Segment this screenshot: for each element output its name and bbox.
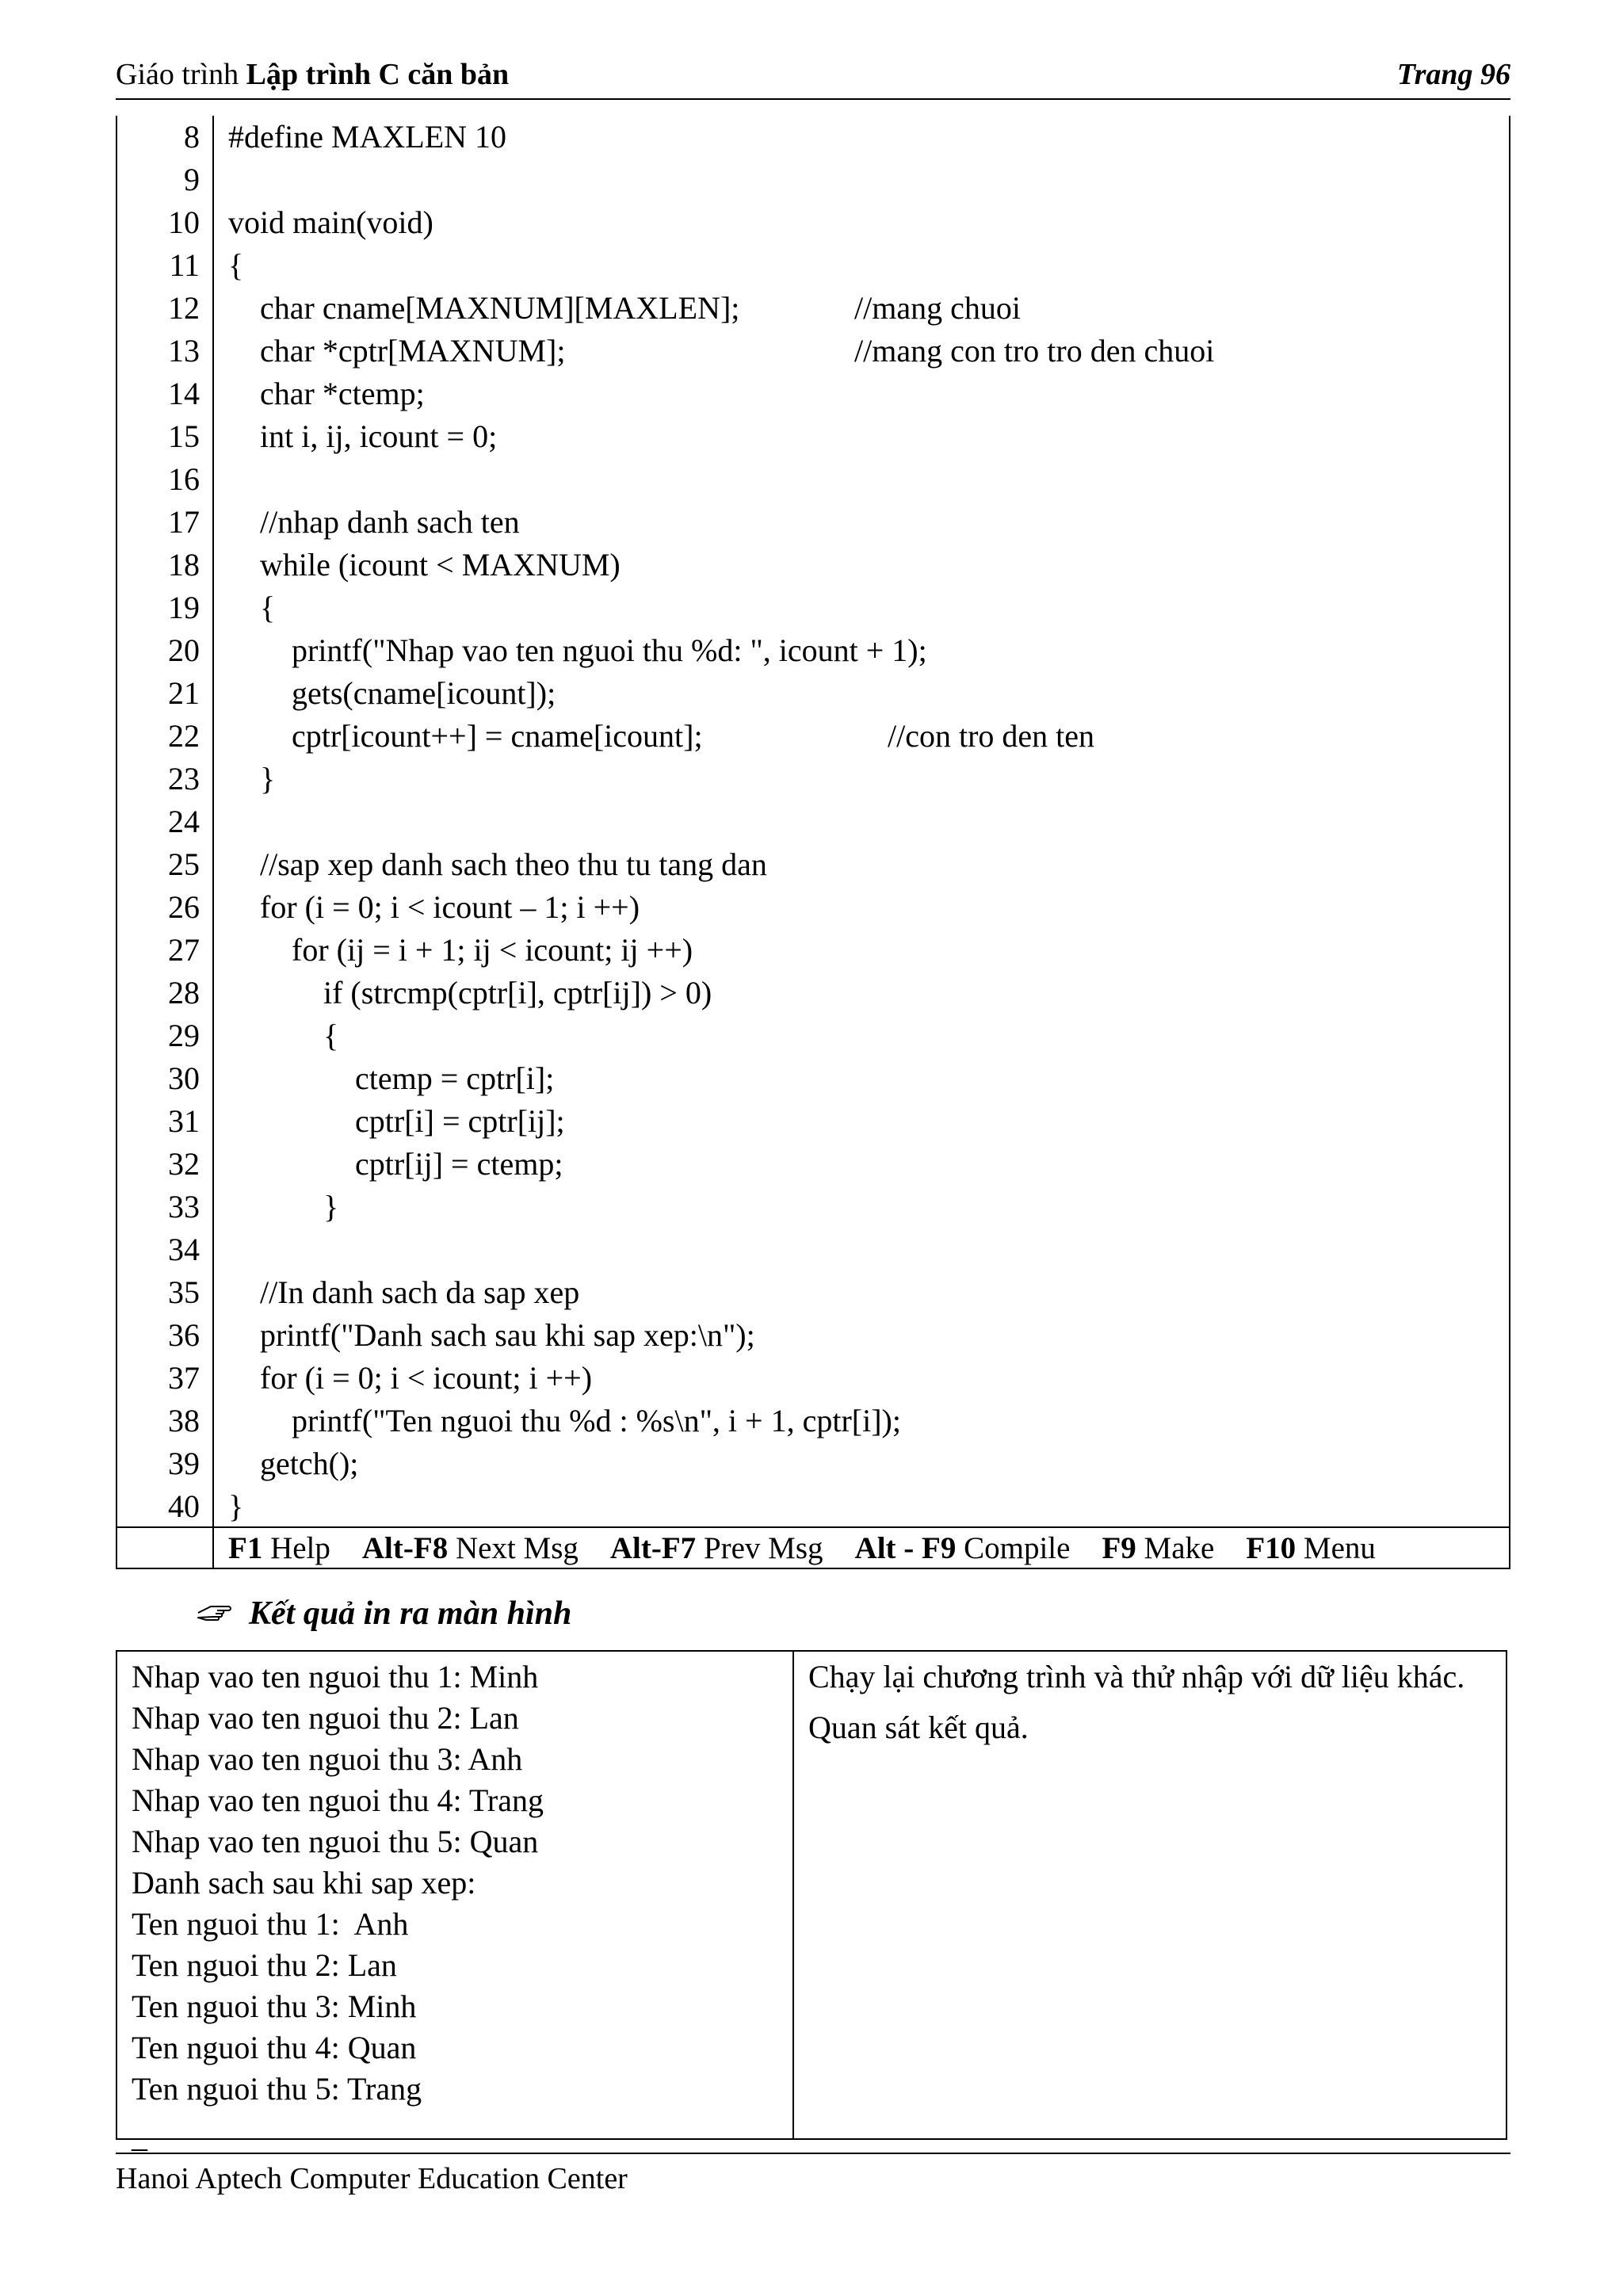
- book-title: [116, 51, 509, 98]
- line-number: 20: [168, 632, 200, 668]
- instructions-cell: [808, 1656, 1490, 1758]
- code-text: cptr[icount++] = cname[icount];: [228, 718, 703, 754]
- line-number: 11: [169, 247, 200, 283]
- code-comment: //mang con tro tro den chuoi: [854, 333, 1215, 369]
- line-number: 32: [168, 1146, 200, 1182]
- code-text: printf("Nhap vao ten nguoi thu %d: ", icount + 1);: [228, 632, 927, 668]
- line-number: 8: [184, 119, 200, 155]
- status-bar-item: [1102, 1531, 1214, 1565]
- console-cursor: _: [132, 2118, 147, 2154]
- line-number: 30: [168, 1060, 200, 1096]
- line-number: 37: [168, 1360, 200, 1396]
- code-text: int i, ij, icount = 0;: [228, 418, 498, 454]
- line-number: 22: [168, 718, 200, 754]
- line-number: 18: [168, 547, 200, 583]
- status-key: Alt-F8: [361, 1531, 449, 1565]
- console-output-line: Nhap vao ten nguoi thu 1: Minh: [132, 1659, 539, 1694]
- console-output-line: Ten nguoi thu 1: Anh: [132, 1906, 409, 1942]
- code-line: [117, 458, 1509, 501]
- code-line: [117, 758, 1509, 800]
- code-line: [117, 415, 1509, 458]
- code-line: [117, 715, 1509, 758]
- line-number: 33: [168, 1189, 200, 1224]
- line-number: 26: [168, 889, 200, 925]
- console-output: [132, 1656, 781, 2157]
- code-text: //In danh sach da sap xep: [228, 1274, 580, 1310]
- status-key: F10: [1246, 1531, 1296, 1565]
- footer-text: Hanoi Aptech Computer Education Center: [116, 2162, 628, 2195]
- status-bar-items: [228, 1528, 1407, 1569]
- code-line: [117, 629, 1509, 672]
- status-bar-item: [362, 1531, 579, 1565]
- code-text: printf("Ten nguoi thu %d : %s\n", i + 1, cptr[i]);: [228, 1403, 901, 1438]
- code-line: [117, 1485, 1509, 1528]
- code-line: [117, 886, 1509, 929]
- code-line: [117, 843, 1509, 886]
- code-text: {: [228, 247, 244, 283]
- code-line: [117, 672, 1509, 715]
- pointing-hand-icon: [195, 1595, 233, 1627]
- book-title-bold: Lập trình C căn bản: [246, 58, 510, 91]
- code-line: [117, 1400, 1509, 1442]
- code-text: cptr[i] = cptr[ij];: [228, 1103, 565, 1139]
- console-output-line: Nhap vao ten nguoi thu 3: Anh: [132, 1741, 523, 1777]
- console-output-line: Ten nguoi thu 5: Trang: [132, 2071, 422, 2107]
- code-text: }: [228, 1189, 339, 1224]
- output-table-divider: [792, 1652, 794, 2138]
- code-line: [117, 972, 1509, 1014]
- line-number: 12: [168, 290, 200, 326]
- status-key: Alt - F9: [854, 1531, 957, 1565]
- code-line: [117, 116, 1509, 159]
- code-line: [117, 1357, 1509, 1400]
- code-line: [117, 1228, 1509, 1271]
- code-text: }: [228, 1488, 244, 1524]
- code-text: char *cptr[MAXNUM];: [228, 333, 566, 369]
- page-footer: [116, 2153, 1510, 2203]
- code-comment: //mang chuoi: [854, 290, 1021, 326]
- code-text: gets(cname[icount]);: [228, 675, 556, 711]
- console-output-line: Nhap vao ten nguoi thu 2: Lan: [132, 1700, 519, 1736]
- code-line: [117, 586, 1509, 629]
- code-text: {: [228, 590, 276, 625]
- code-line: [117, 1057, 1509, 1100]
- console-output-line: Ten nguoi thu 4: Quan: [132, 2030, 417, 2065]
- code-text: for (ij = i + 1; ij < icount; ij ++): [228, 932, 693, 968]
- result-heading: [195, 1591, 571, 1636]
- status-key: Alt-F7: [609, 1531, 697, 1565]
- code-line: [117, 1100, 1509, 1143]
- status-label: Help: [262, 1531, 330, 1565]
- line-number: 35: [168, 1274, 200, 1310]
- code-line: [117, 1186, 1509, 1228]
- console-output-line: Nhap vao ten nguoi thu 5: Quan: [132, 1824, 539, 1859]
- line-number: 9: [184, 162, 200, 197]
- code-text: ctemp = cptr[i];: [228, 1060, 555, 1096]
- line-number: 15: [168, 418, 200, 454]
- code-text: for (i = 0; i < icount; i ++): [228, 1360, 593, 1396]
- code-text: char cname[MAXNUM][MAXLEN];: [228, 290, 740, 326]
- line-number: 25: [168, 846, 200, 882]
- status-bar-item: [1246, 1531, 1376, 1565]
- line-number: 39: [168, 1446, 200, 1481]
- code-line: [117, 244, 1509, 287]
- line-number: 14: [168, 376, 200, 411]
- line-number: 19: [168, 590, 200, 625]
- code-line: [117, 929, 1509, 972]
- line-number: 38: [168, 1403, 200, 1438]
- output-table: [116, 1650, 1507, 2154]
- ide-status-bar: [117, 1526, 1509, 1569]
- code-line: [117, 501, 1509, 544]
- status-label: Menu: [1296, 1531, 1376, 1565]
- instruction-text-1: Chạy lại chương trình và thử nhập với dữ liệu khác.: [808, 1659, 1465, 1694]
- code-text: }: [228, 761, 276, 797]
- console-output-line: Ten nguoi thu 3: Minh: [132, 1988, 417, 2024]
- code-text: #define MAXLEN 10: [228, 119, 507, 155]
- code-line: [117, 159, 1509, 201]
- line-number: 21: [168, 675, 200, 711]
- status-bar-item: [228, 1531, 330, 1565]
- book-title-prefix: Giáo trình: [116, 58, 246, 91]
- code-text: while (icount < MAXNUM): [228, 547, 621, 583]
- status-label: Make: [1136, 1531, 1215, 1565]
- line-number: 13: [168, 333, 200, 369]
- console-output-line: Danh sach sau khi sap xep:: [132, 1865, 476, 1901]
- code-text: if (strcmp(cptr[i], cptr[ij]) > 0): [228, 975, 712, 1010]
- code-line: [117, 1014, 1509, 1057]
- code-line: [117, 544, 1509, 586]
- code-text: cptr[ij] = ctemp;: [228, 1146, 563, 1182]
- code-line: [117, 1314, 1509, 1357]
- line-number: 24: [168, 804, 200, 839]
- line-number: 16: [168, 461, 200, 497]
- code-text: char *ctemp;: [228, 376, 425, 411]
- console-output-line: Ten nguoi thu 2: Lan: [132, 1947, 397, 1983]
- line-number: 28: [168, 975, 200, 1010]
- line-number: 36: [168, 1317, 200, 1353]
- code-text: {: [228, 1018, 339, 1053]
- code-text: getch();: [228, 1446, 359, 1481]
- code-text: //nhap danh sach ten: [228, 504, 520, 540]
- line-number: 40: [168, 1488, 200, 1524]
- code-comment: //con tro den ten: [888, 718, 1095, 754]
- line-number: 27: [168, 932, 200, 968]
- code-line: [117, 287, 1509, 330]
- line-number: 10: [168, 204, 200, 240]
- code-line: [117, 1442, 1509, 1485]
- status-label: Compile: [956, 1531, 1071, 1565]
- console-output-line: Nhap vao ten nguoi thu 4: Trang: [132, 1782, 544, 1818]
- page-number: Trang 96: [1396, 58, 1510, 91]
- code-line: [117, 372, 1509, 415]
- status-label: Next Msg: [448, 1531, 579, 1565]
- code-line: [117, 800, 1509, 843]
- code-text: for (i = 0; i < icount – 1; i ++): [228, 889, 640, 925]
- code-text: void main(void): [228, 204, 433, 240]
- status-bar-item: [610, 1531, 823, 1565]
- line-number: 23: [168, 761, 200, 797]
- code-text: //sap xep danh sach theo thu tu tang dan: [228, 846, 767, 882]
- result-heading-text: Kết quả in ra màn hình: [249, 1595, 572, 1632]
- line-number: 34: [168, 1232, 200, 1267]
- code-text: printf("Danh sach sau khi sap xep:\n");: [228, 1317, 755, 1353]
- status-label: Prev Msg: [696, 1531, 823, 1565]
- status-key: F9: [1102, 1531, 1136, 1565]
- line-number: 29: [168, 1018, 200, 1053]
- line-number: 17: [168, 504, 200, 540]
- code-line: [117, 330, 1509, 372]
- code-line: [117, 1143, 1509, 1186]
- page-header: [116, 51, 1510, 100]
- instruction-text-2: Quan sát kết quả.: [808, 1710, 1029, 1745]
- code-listing: [116, 116, 1510, 1569]
- code-line: [117, 1271, 1509, 1314]
- line-number: 31: [168, 1103, 200, 1139]
- status-bar-item: [855, 1531, 1071, 1565]
- code-line: [117, 201, 1509, 244]
- status-key: F1: [228, 1531, 263, 1565]
